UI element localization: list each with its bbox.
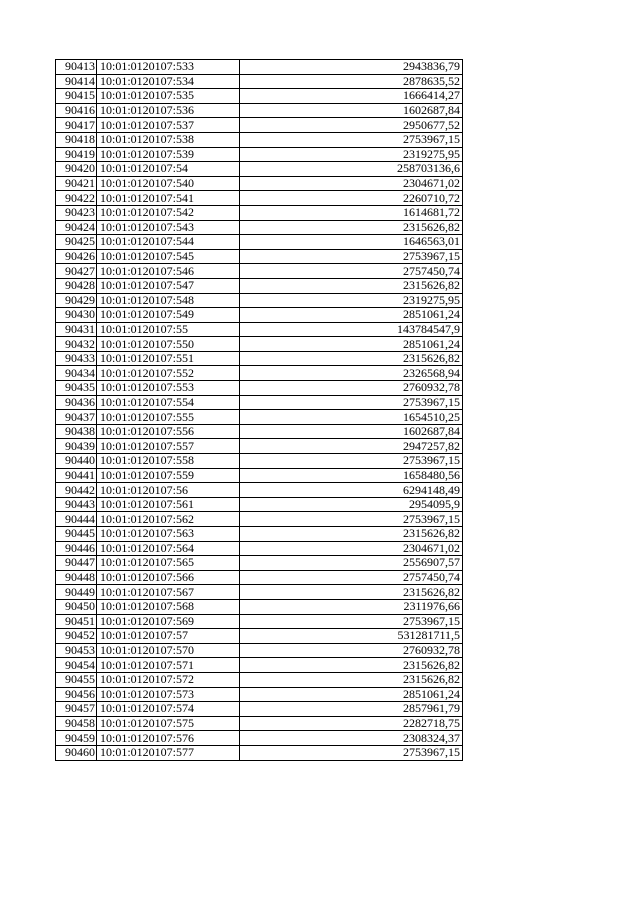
cadastral-number-cell: 10:01:0120107:553 bbox=[97, 381, 240, 396]
cadastral-number-cell: 10:01:0120107:540 bbox=[97, 176, 240, 191]
row-number-cell: 90423 bbox=[56, 205, 97, 220]
value-cell: 2851061,24 bbox=[240, 687, 463, 702]
row-number-cell: 90440 bbox=[56, 454, 97, 469]
cadastral-number-cell: 10:01:0120107:561 bbox=[97, 497, 240, 512]
cadastral-number-cell: 10:01:0120107:567 bbox=[97, 585, 240, 600]
row-number-cell: 90460 bbox=[56, 745, 97, 760]
cadastral-number-cell: 10:01:0120107:542 bbox=[97, 205, 240, 220]
value-cell: 2319275,95 bbox=[240, 293, 463, 308]
row-number-cell: 90442 bbox=[56, 483, 97, 498]
table-row bbox=[56, 468, 463, 483]
row-number-cell: 90456 bbox=[56, 687, 97, 702]
value-cell: 2315626,82 bbox=[240, 527, 463, 542]
value-cell: 2760932,78 bbox=[240, 381, 463, 396]
row-number-cell: 90446 bbox=[56, 541, 97, 556]
table-row bbox=[56, 351, 463, 366]
value-cell: 2753967,15 bbox=[240, 512, 463, 527]
row-number-cell: 90434 bbox=[56, 366, 97, 381]
row-number-cell: 90426 bbox=[56, 249, 97, 264]
table-row bbox=[56, 658, 463, 673]
table-row bbox=[56, 497, 463, 512]
value-cell: 2757450,74 bbox=[240, 264, 463, 279]
cadastral-number-cell: 10:01:0120107:571 bbox=[97, 658, 240, 673]
table-row bbox=[56, 278, 463, 293]
row-number-cell: 90432 bbox=[56, 337, 97, 352]
cadastral-number-cell: 10:01:0120107:56 bbox=[97, 483, 240, 498]
table-row bbox=[56, 731, 463, 746]
row-number-cell: 90438 bbox=[56, 424, 97, 439]
cadastral-number-cell: 10:01:0120107:566 bbox=[97, 570, 240, 585]
row-number-cell: 90424 bbox=[56, 220, 97, 235]
row-number-cell: 90425 bbox=[56, 235, 97, 250]
cadastral-number-cell: 10:01:0120107:569 bbox=[97, 614, 240, 629]
value-cell: 1614681,72 bbox=[240, 205, 463, 220]
cadastral-number-cell: 10:01:0120107:559 bbox=[97, 468, 240, 483]
value-cell: 2753967,15 bbox=[240, 614, 463, 629]
table-row bbox=[56, 103, 463, 118]
table-body bbox=[56, 60, 463, 761]
value-cell: 2326568,94 bbox=[240, 366, 463, 381]
row-number-cell: 90436 bbox=[56, 395, 97, 410]
cadastral-number-cell: 10:01:0120107:533 bbox=[97, 60, 240, 75]
table-row bbox=[56, 191, 463, 206]
value-cell: 2950677,52 bbox=[240, 118, 463, 133]
row-number-cell: 90454 bbox=[56, 658, 97, 673]
value-cell: 1602687,84 bbox=[240, 103, 463, 118]
cadastral-number-cell: 10:01:0120107:573 bbox=[97, 687, 240, 702]
cadastral-number-cell: 10:01:0120107:554 bbox=[97, 395, 240, 410]
table-row bbox=[56, 599, 463, 614]
table-row bbox=[56, 614, 463, 629]
value-cell: 531281711,5 bbox=[240, 629, 463, 644]
table-row bbox=[56, 74, 463, 89]
row-number-cell: 90416 bbox=[56, 103, 97, 118]
value-cell: 2753967,15 bbox=[240, 745, 463, 760]
table-row bbox=[56, 176, 463, 191]
table-row bbox=[56, 512, 463, 527]
cadastral-number-cell: 10:01:0120107:551 bbox=[97, 351, 240, 366]
cadastral-number-cell: 10:01:0120107:541 bbox=[97, 191, 240, 206]
value-cell: 2556907,57 bbox=[240, 556, 463, 571]
table-row bbox=[56, 454, 463, 469]
value-cell: 2757450,74 bbox=[240, 570, 463, 585]
value-cell: 1602687,84 bbox=[240, 424, 463, 439]
cadastral-number-cell: 10:01:0120107:544 bbox=[97, 235, 240, 250]
row-number-cell: 90422 bbox=[56, 191, 97, 206]
row-number-cell: 90449 bbox=[56, 585, 97, 600]
row-number-cell: 90435 bbox=[56, 381, 97, 396]
row-number-cell: 90458 bbox=[56, 716, 97, 731]
table-row bbox=[56, 745, 463, 760]
table-row bbox=[56, 264, 463, 279]
cadastral-number-cell: 10:01:0120107:557 bbox=[97, 439, 240, 454]
row-number-cell: 90459 bbox=[56, 731, 97, 746]
table-row bbox=[56, 249, 463, 264]
row-number-cell: 90447 bbox=[56, 556, 97, 571]
value-cell: 2851061,24 bbox=[240, 308, 463, 323]
value-cell: 2308324,37 bbox=[240, 731, 463, 746]
table-row bbox=[56, 483, 463, 498]
cadastral-number-cell: 10:01:0120107:575 bbox=[97, 716, 240, 731]
row-number-cell: 90444 bbox=[56, 512, 97, 527]
row-number-cell: 90455 bbox=[56, 672, 97, 687]
table-row bbox=[56, 205, 463, 220]
table-row bbox=[56, 643, 463, 658]
value-cell: 2947257,82 bbox=[240, 439, 463, 454]
row-number-cell: 90441 bbox=[56, 468, 97, 483]
row-number-cell: 90415 bbox=[56, 89, 97, 104]
row-number-cell: 90431 bbox=[56, 322, 97, 337]
row-number-cell: 90457 bbox=[56, 702, 97, 717]
value-cell: 258703136,6 bbox=[240, 162, 463, 177]
row-number-cell: 90451 bbox=[56, 614, 97, 629]
table-row bbox=[56, 687, 463, 702]
value-cell: 2943836,79 bbox=[240, 60, 463, 75]
value-cell: 2954095,9 bbox=[240, 497, 463, 512]
table-row bbox=[56, 118, 463, 133]
row-number-cell: 90443 bbox=[56, 497, 97, 512]
cadastral-number-cell: 10:01:0120107:549 bbox=[97, 308, 240, 323]
cadastral-number-cell: 10:01:0120107:543 bbox=[97, 220, 240, 235]
cadastral-number-cell: 10:01:0120107:568 bbox=[97, 599, 240, 614]
table-row bbox=[56, 162, 463, 177]
value-cell: 2760932,78 bbox=[240, 643, 463, 658]
row-number-cell: 90427 bbox=[56, 264, 97, 279]
cadastral-number-cell: 10:01:0120107:538 bbox=[97, 132, 240, 147]
cadastral-number-cell: 10:01:0120107:564 bbox=[97, 541, 240, 556]
table-row bbox=[56, 132, 463, 147]
cadastral-number-cell: 10:01:0120107:546 bbox=[97, 264, 240, 279]
row-number-cell: 90433 bbox=[56, 351, 97, 366]
row-number-cell: 90414 bbox=[56, 74, 97, 89]
value-cell: 1658480,56 bbox=[240, 468, 463, 483]
value-cell: 6294148,49 bbox=[240, 483, 463, 498]
table-row bbox=[56, 235, 463, 250]
cadastral-number-cell: 10:01:0120107:574 bbox=[97, 702, 240, 717]
value-cell: 2282718,75 bbox=[240, 716, 463, 731]
cadastral-number-cell: 10:01:0120107:552 bbox=[97, 366, 240, 381]
table-row bbox=[56, 556, 463, 571]
table-row bbox=[56, 381, 463, 396]
cadastral-number-cell: 10:01:0120107:539 bbox=[97, 147, 240, 162]
cadastral-number-cell: 10:01:0120107:57 bbox=[97, 629, 240, 644]
table-row bbox=[56, 147, 463, 162]
table-row bbox=[56, 410, 463, 425]
value-cell: 2304671,02 bbox=[240, 176, 463, 191]
cadastral-number-cell: 10:01:0120107:547 bbox=[97, 278, 240, 293]
cadastral-number-cell: 10:01:0120107:55 bbox=[97, 322, 240, 337]
row-number-cell: 90428 bbox=[56, 278, 97, 293]
row-number-cell: 90420 bbox=[56, 162, 97, 177]
table-row bbox=[56, 337, 463, 352]
value-cell: 2753967,15 bbox=[240, 454, 463, 469]
value-cell: 2878635,52 bbox=[240, 74, 463, 89]
table-row bbox=[56, 629, 463, 644]
cadastral-number-cell: 10:01:0120107:576 bbox=[97, 731, 240, 746]
table-row bbox=[56, 220, 463, 235]
cadastral-number-cell: 10:01:0120107:545 bbox=[97, 249, 240, 264]
cadastral-number-cell: 10:01:0120107:570 bbox=[97, 643, 240, 658]
value-cell: 2753967,15 bbox=[240, 132, 463, 147]
cadastral-number-cell: 10:01:0120107:550 bbox=[97, 337, 240, 352]
table-row bbox=[56, 672, 463, 687]
table-row bbox=[56, 424, 463, 439]
table-row bbox=[56, 702, 463, 717]
table-row bbox=[56, 308, 463, 323]
table-row bbox=[56, 322, 463, 337]
row-number-cell: 90417 bbox=[56, 118, 97, 133]
cadastral-number-cell: 10:01:0120107:563 bbox=[97, 527, 240, 542]
cadastral-number-cell: 10:01:0120107:54 bbox=[97, 162, 240, 177]
value-cell: 2315626,82 bbox=[240, 220, 463, 235]
row-number-cell: 90429 bbox=[56, 293, 97, 308]
table-row bbox=[56, 366, 463, 381]
cadastral-number-cell: 10:01:0120107:565 bbox=[97, 556, 240, 571]
data-table bbox=[55, 59, 463, 761]
table-row bbox=[56, 293, 463, 308]
cadastral-number-cell: 10:01:0120107:572 bbox=[97, 672, 240, 687]
table-row bbox=[56, 439, 463, 454]
value-cell: 2311976,66 bbox=[240, 599, 463, 614]
table-row bbox=[56, 570, 463, 585]
table-row bbox=[56, 541, 463, 556]
row-number-cell: 90448 bbox=[56, 570, 97, 585]
value-cell: 1646563,01 bbox=[240, 235, 463, 250]
row-number-cell: 90452 bbox=[56, 629, 97, 644]
row-number-cell: 90450 bbox=[56, 599, 97, 614]
value-cell: 2753967,15 bbox=[240, 249, 463, 264]
table-row bbox=[56, 60, 463, 75]
value-cell: 2304671,02 bbox=[240, 541, 463, 556]
row-number-cell: 90418 bbox=[56, 132, 97, 147]
row-number-cell: 90437 bbox=[56, 410, 97, 425]
table-row bbox=[56, 716, 463, 731]
value-cell: 2851061,24 bbox=[240, 337, 463, 352]
cadastral-number-cell: 10:01:0120107:534 bbox=[97, 74, 240, 89]
cadastral-number-cell: 10:01:0120107:556 bbox=[97, 424, 240, 439]
row-number-cell: 90421 bbox=[56, 176, 97, 191]
value-cell: 2857961,79 bbox=[240, 702, 463, 717]
value-cell: 2319275,95 bbox=[240, 147, 463, 162]
row-number-cell: 90453 bbox=[56, 643, 97, 658]
cadastral-number-cell: 10:01:0120107:562 bbox=[97, 512, 240, 527]
cadastral-number-cell: 10:01:0120107:535 bbox=[97, 89, 240, 104]
value-cell: 2315626,82 bbox=[240, 672, 463, 687]
row-number-cell: 90445 bbox=[56, 527, 97, 542]
table-row bbox=[56, 527, 463, 542]
value-cell: 143784547,9 bbox=[240, 322, 463, 337]
value-cell: 2315626,82 bbox=[240, 351, 463, 366]
cadastral-number-cell: 10:01:0120107:555 bbox=[97, 410, 240, 425]
value-cell: 1654510,25 bbox=[240, 410, 463, 425]
row-number-cell: 90419 bbox=[56, 147, 97, 162]
cadastral-number-cell: 10:01:0120107:558 bbox=[97, 454, 240, 469]
cadastral-number-cell: 10:01:0120107:577 bbox=[97, 745, 240, 760]
row-number-cell: 90439 bbox=[56, 439, 97, 454]
cadastral-number-cell: 10:01:0120107:536 bbox=[97, 103, 240, 118]
cadastral-number-cell: 10:01:0120107:548 bbox=[97, 293, 240, 308]
value-cell: 2315626,82 bbox=[240, 658, 463, 673]
table-row bbox=[56, 395, 463, 410]
value-cell: 1666414,27 bbox=[240, 89, 463, 104]
table-row bbox=[56, 89, 463, 104]
row-number-cell: 90413 bbox=[56, 60, 97, 75]
table-row bbox=[56, 585, 463, 600]
value-cell: 2260710,72 bbox=[240, 191, 463, 206]
value-cell: 2753967,15 bbox=[240, 395, 463, 410]
value-cell: 2315626,82 bbox=[240, 278, 463, 293]
row-number-cell: 90430 bbox=[56, 308, 97, 323]
value-cell: 2315626,82 bbox=[240, 585, 463, 600]
cadastral-number-cell: 10:01:0120107:537 bbox=[97, 118, 240, 133]
